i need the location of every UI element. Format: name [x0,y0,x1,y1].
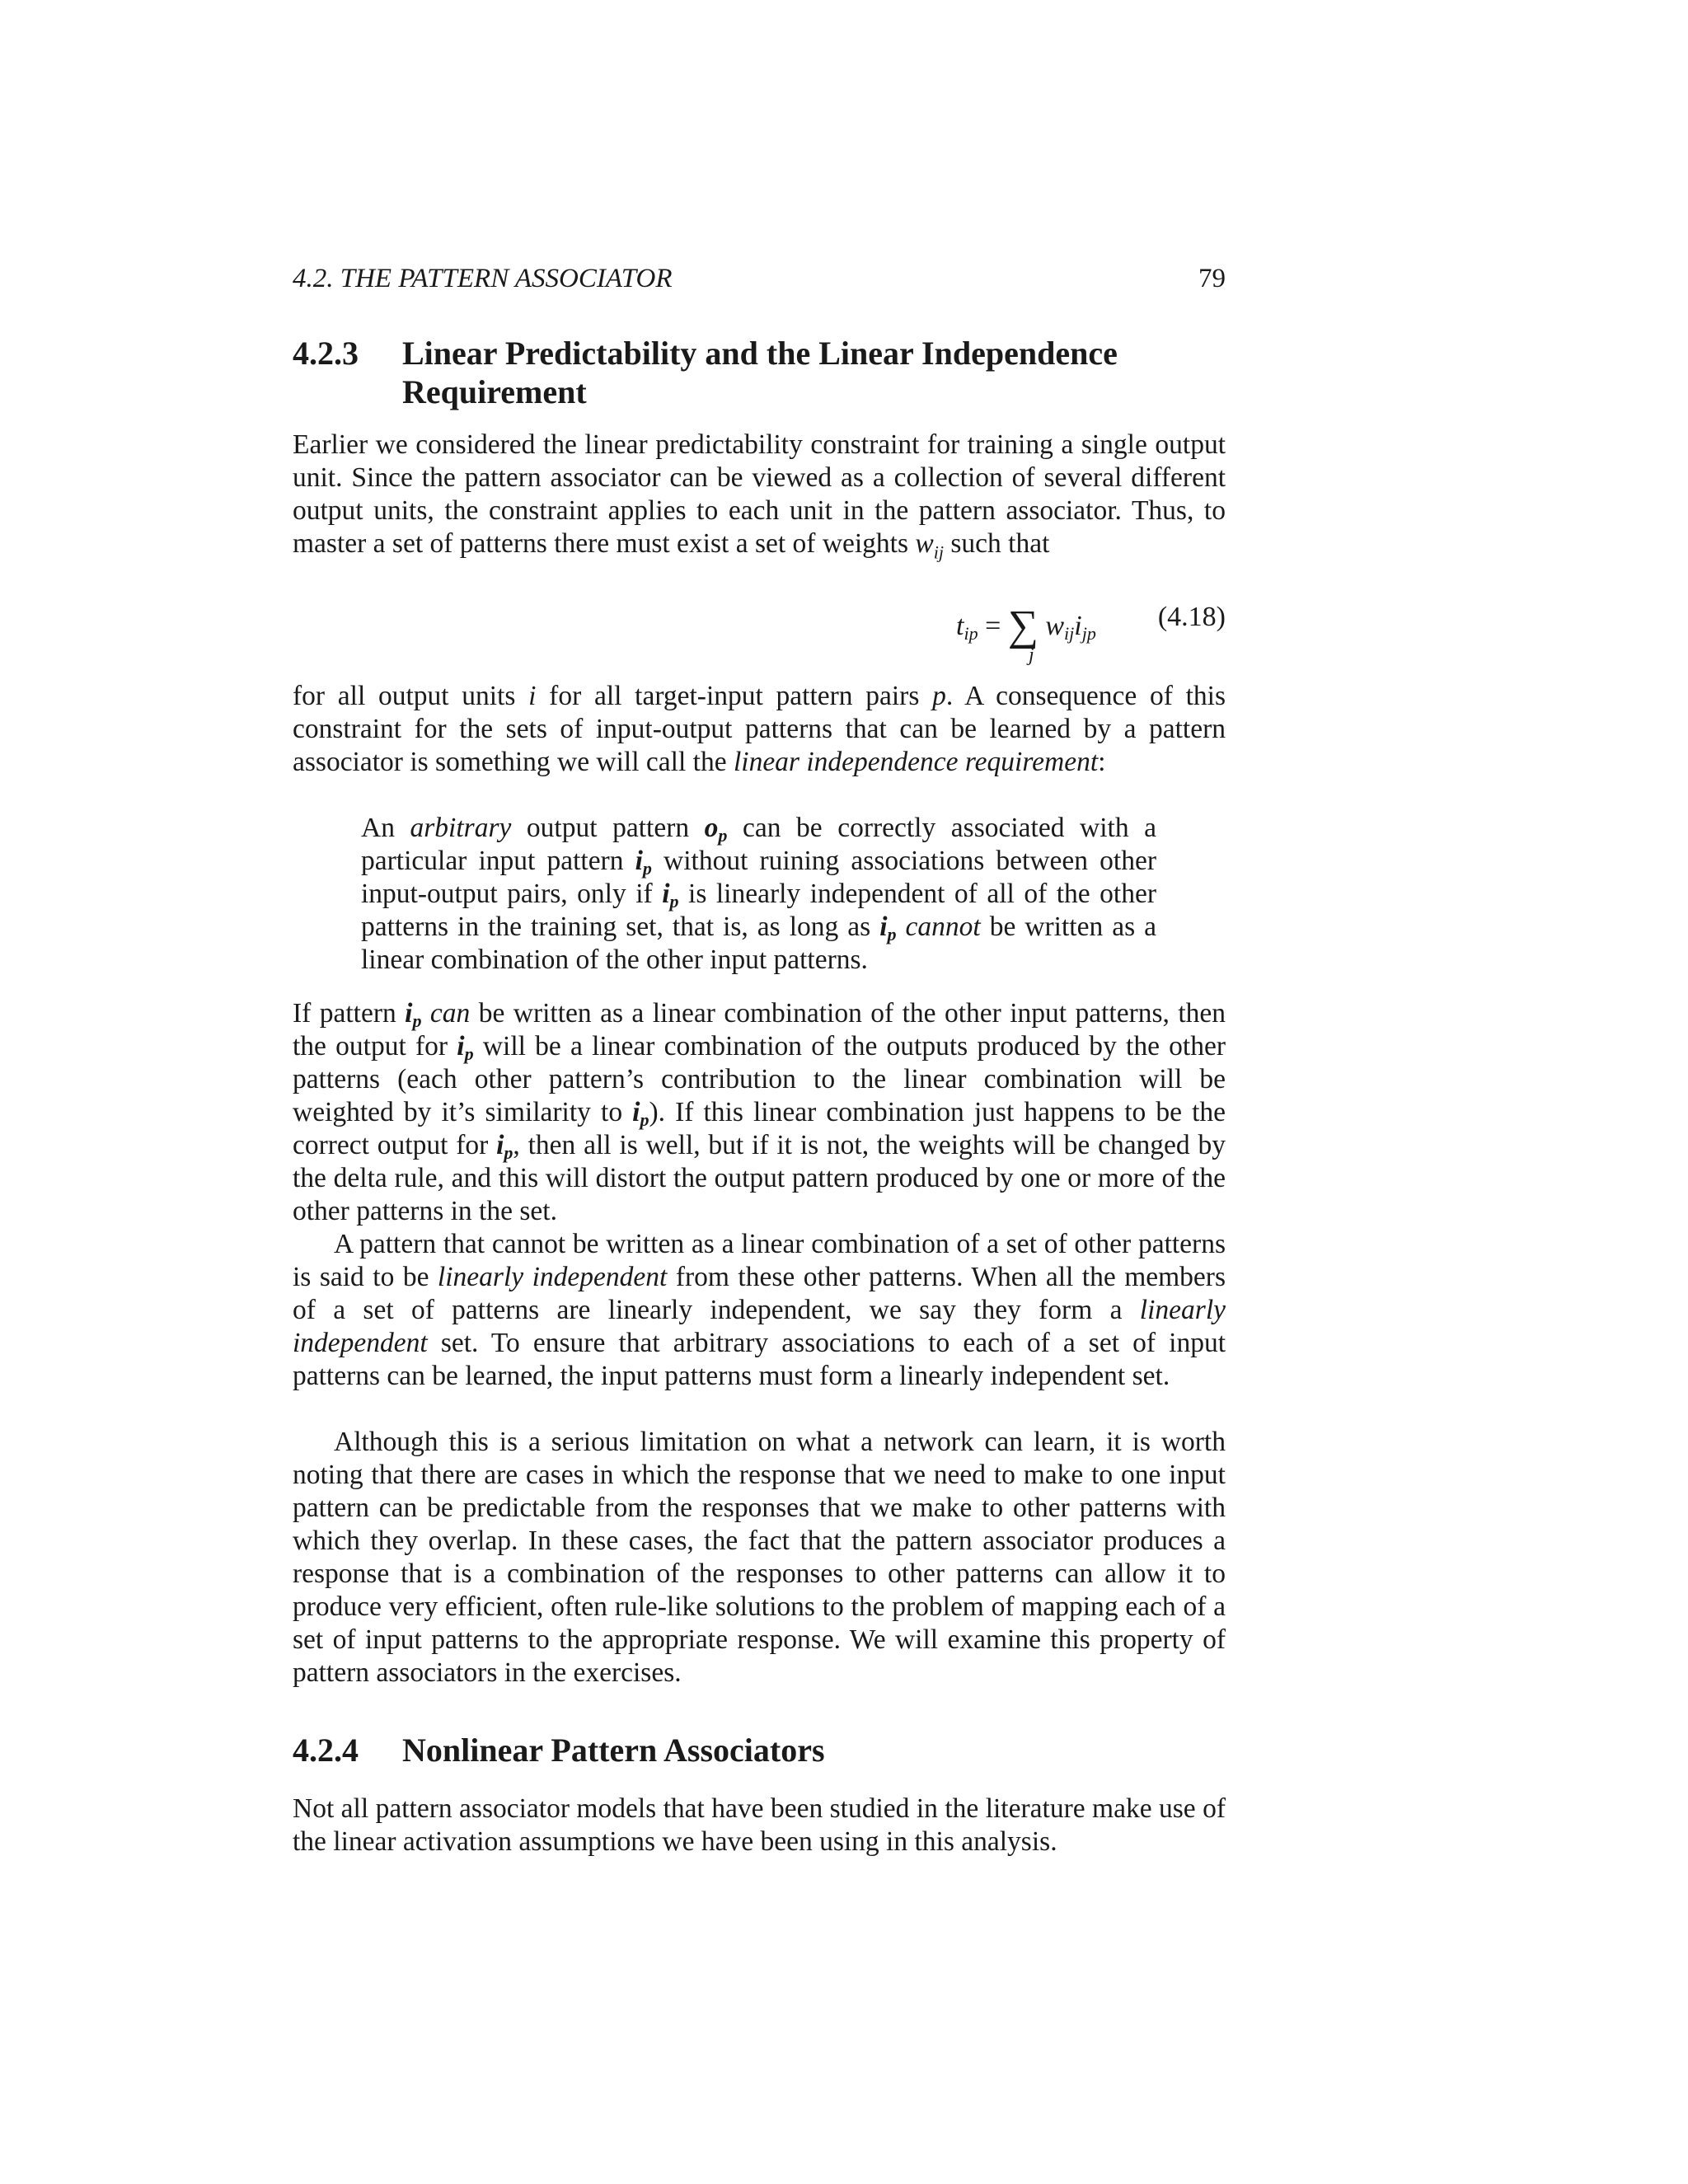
section-heading-4-2-3 [293,334,1226,411]
quoted-requirement: An arbitrary output pattern $o_p$ can be correctly associated with a particular input pattern $i_p$ without ruining associations between other input-output pairs, only if $i_p$ is linearly independent of all of the other patterns in the training set, that is, as long as $i_p$ cannot be written as a linear combination of the other input patterns. [361,813,1157,975]
section-number: 4.2.3 [293,335,359,372]
paragraph-2: for all output units i for all target-input pattern pairs p. A consequence of this constraint for the sets of input-output patterns that can be learned by a pattern associator is something we will call the linear independence requirement: [293,681,1226,777]
sigma-symbol: ∑ [1007,602,1039,649]
sum-index: j [1029,644,1034,666]
page-number: 79 [1198,264,1226,293]
paragraph-6: Not all pattern associator models that have been studied in the literature make use of the linear activation assumptions we have been using in this analysis. [293,1793,1226,1857]
running-title: 4.2. THE PATTERN ASSOCIATOR [293,264,673,293]
paragraph-3: If pattern $i_p$ can be written as a linear combination of the other input patterns, then the output for $i_p$ will be a linear combination of the outputs produced by the other patterns (each other pattern’s contribution to the linear combination will be weighted by it’s similarity to $i_p$). If this linear combination just happens to be the correct output for $i_p$, then all is well, but if it is not, the weights will be changed by the delta rule, and this will distort the output pattern produced by one or more of the other patterns in the set. [293,998,1226,1226]
paragraph-5: Although this is a serious limitation on what a network can learn, it is worth noting that there are cases in which the response that we need to make to one input pattern can be predictable from the responses that we make to other patterns with which they overlap. In these cases, the fact that the pattern associator produces a response that is a combination of the responses to other patterns can allow it to produce very efficient, often rule-like solutions to the problem of mapping each of a set of input patterns to the appropriate response. We will examine this property of pattern associators in the exercises. [293,1427,1226,1688]
paragraph-4: A pattern that cannot be written as a linear combination of a set of other patterns is said to be linearly independent from these other patterns. When all the members of a set of patterns are linearly independent, we say they form a linearly independent set. To ensure that arbitrary associations to each of a set of input patterns can be learned, the input patterns must form a linearly independent set. [293,1229,1226,1391]
equation-body: $t_{ip}$ = ∑ $w_{ij}i_{jp}$ [956,602,1096,649]
section-title: Nonlinear Pattern Associators [402,1732,825,1769]
section-title: Linear Predictability and the Linear Independence Requirement [402,335,1118,410]
paragraph-1: Earlier we considered the linear predictability constraint for training a single output unit. Since the pattern associator can be viewed as a collection of several different output units, the constraint applies to each unit in the pattern associator. Thus, to master a set of patterns there must exist a set of weights $w_{ij}$ such that [293,429,1226,563]
equation-4-18 [293,602,1226,668]
section-heading-4-2-4 [293,1731,1226,1769]
equation-number: (4.18) [1157,602,1226,632]
section-number: 4.2.4 [293,1732,359,1769]
running-header [293,264,1226,294]
